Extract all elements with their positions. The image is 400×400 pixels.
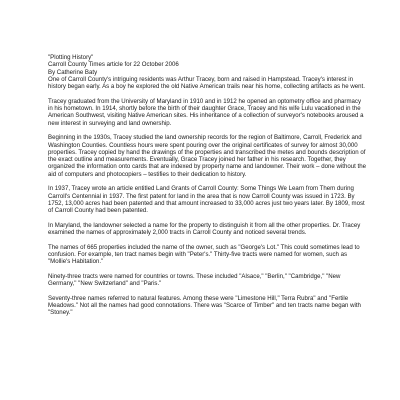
- paragraph: Seventy-three names referred to natural features. Among these were "Limestone Hill," Terra Rubra" and "Fertile Meadows." Not all the names had good connotations. There was "Scarce of Timber" and ten tracts name began with "Stoney.": [48, 294, 361, 317]
- paragraph: The names of 665 properties included the name of the owner, such as "George's Lot." This could sometimes lead to confusion. For example, ten tract names begin with "Peter's." Thirty-five tracts were named for women, such as "Mollie's Habitation.": [48, 243, 360, 266]
- paragraph: In Maryland, the landowner selected a name for the property to distinguish it from all the other properties. Dr. Tracey examined the names of approximately 2,000 tracts in Carroll County and noticed several trends.: [48, 221, 361, 237]
- paragraph: Beginning in the 1930s, Tracey studied the land ownership records for the region of Baltimore, Carroll, Frederick and Washington Counties. Countless hours were spent pouring over the original certificates of survey for almost 30,000 properties. Tracey copied by hand the drawings of the properties and transcribed the metes and bounds description of the exact outline and measurements. Eventually, Grace Tracey joined her father in his research. Together, they organized the information onto cards that are indexed by property name and landowner. Their work – done without the aid of computers and photocopiers – testifies to their dedication to history.: [48, 134, 366, 178]
- article-text: [48, 54, 366, 324]
- paragraph: Tracey graduated from the University of Maryland in 1910 and in 1912 he opened an optometry office and pharmacy in his hometown. In 1914, shortly before the birth of their daughter Grace, Tracey and his wife Lulu vacationed in the American Southwest, visiting Native American sites. His inheritance of a collection of surveyor's notebooks aroused a new interest in surveying and land ownership.: [48, 97, 364, 127]
- article-title: "Plotting History": [48, 54, 94, 61]
- paragraph: In 1937, Tracey wrote an article entitled Land Grants of Carroll County: Some Things We Learn from Them during Carroll's Centennial in 1937. The first patent for land in the area that is now Carroll County was issued in 1723. By 1752, 13,000 acres had been patented and that amount increased to 33,000 acres just two years later. By 1809, most of Carroll County had been patented.: [48, 185, 365, 215]
- paragraph: One of Carroll County's intriguing residents was Arthur Tracey, born and raised in Hampstead. Tracey's interest in history began early. As a boy he explored the old Native American trails near his home, collecting artifacts as he went.: [48, 75, 365, 91]
- paragraph: Ninety-three tracts were named for countries or towns. These included "Alsace," "Berlin," "Cambridge," "New Germany," "New Switzerland" and "Paris.": [48, 272, 341, 288]
- article-byline: By Catherine Baty: [48, 68, 98, 76]
- article-source: Carroll County Times article for 22 October 2006: [48, 61, 179, 69]
